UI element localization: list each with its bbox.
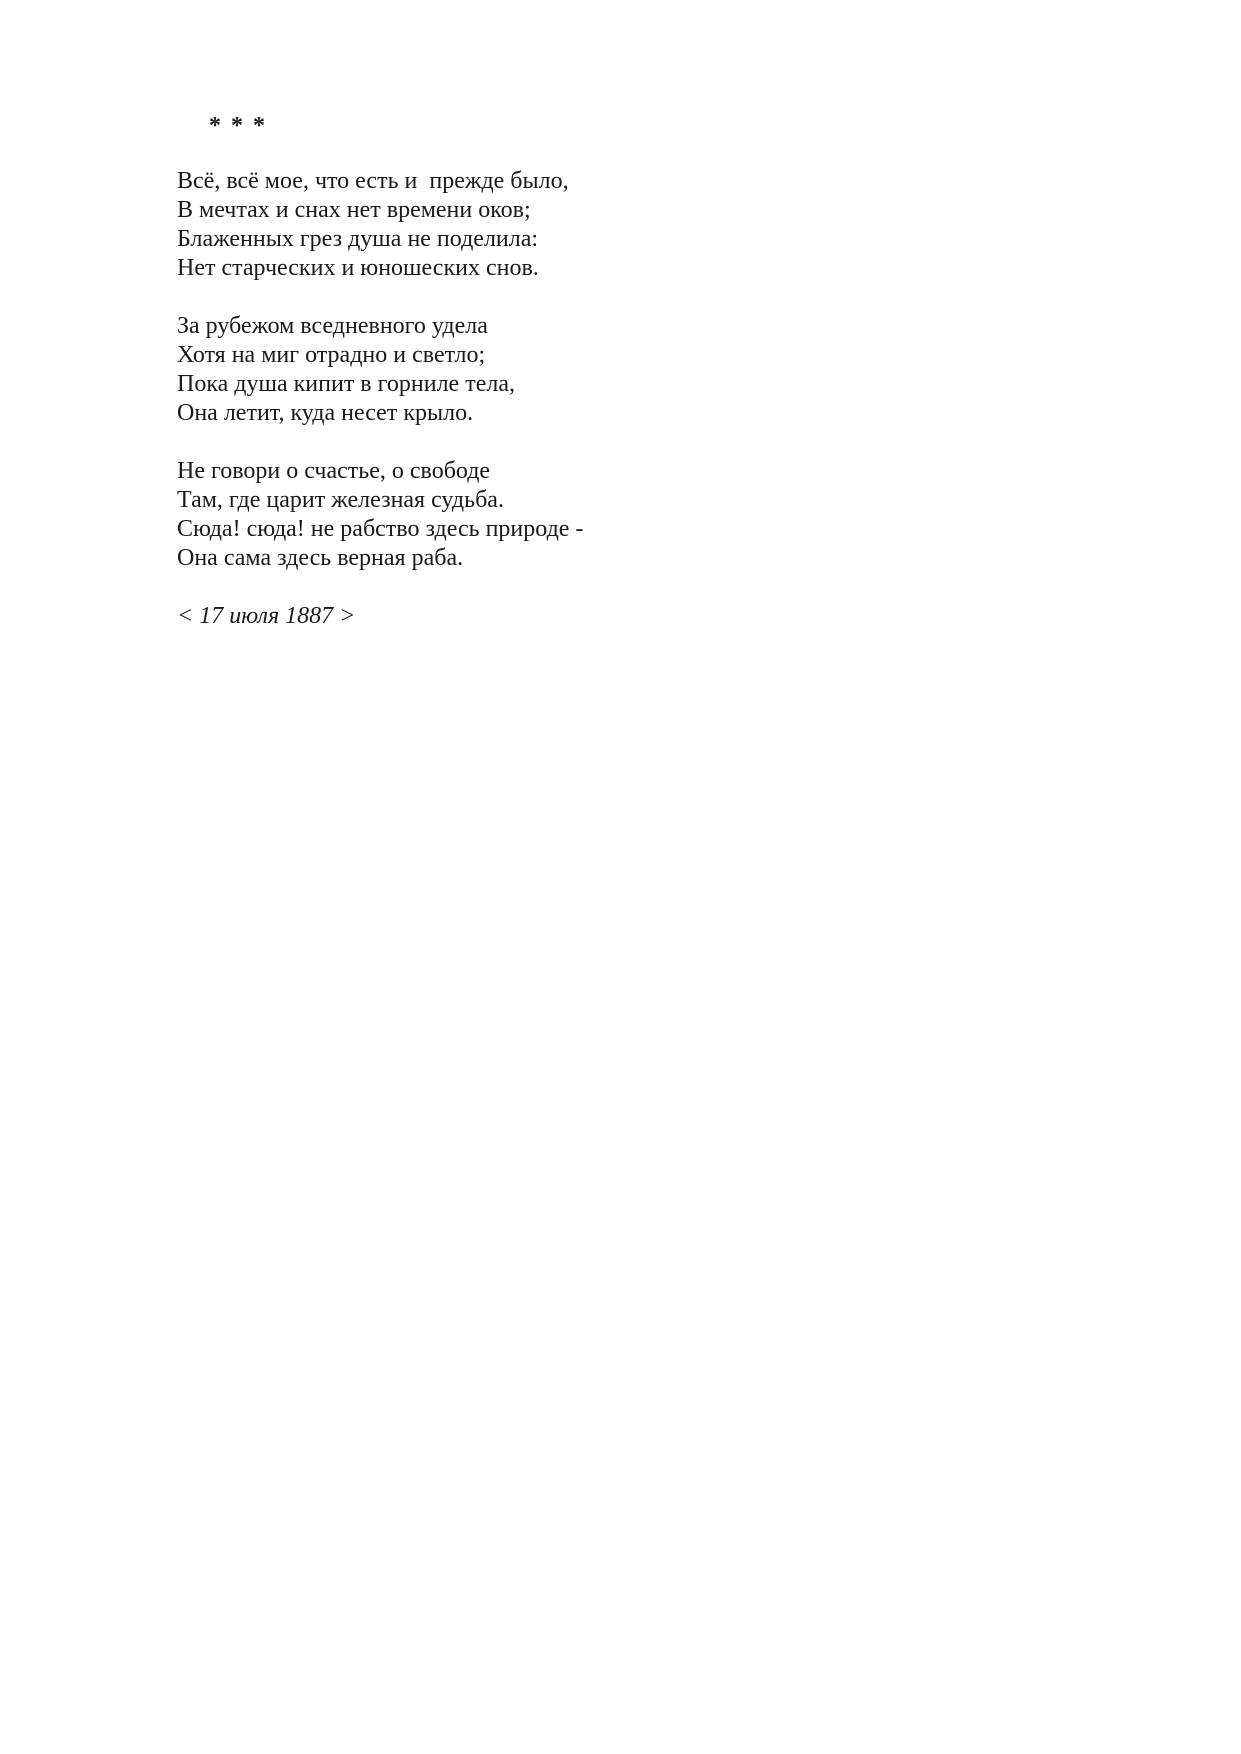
poem-line: За рубежом вседневного удела	[177, 313, 488, 339]
poem-line: Нет старческих и юношеских снов.	[177, 255, 539, 281]
stanza-3	[177, 457, 877, 573]
poem-line: Сюда! сюда! не рабство здесь природе -	[177, 516, 584, 542]
stanza-1	[177, 167, 877, 283]
poem-heading: * * *	[209, 113, 267, 139]
poem-line: Она летит, куда несет крыло.	[177, 400, 474, 426]
stanza-2	[177, 312, 877, 428]
poem-line: Не говори о счастье, о свободе	[177, 458, 491, 484]
poem	[177, 112, 877, 631]
poem-date: < 17 июля 1887 >	[177, 603, 356, 629]
poem-line: Пока душа кипит в горниле тела,	[177, 371, 515, 397]
poem-line: Она сама здесь верная раба.	[177, 545, 464, 571]
poem-line: Блаженных грез душа не поделила:	[177, 226, 539, 252]
poem-line: Там, где царит железная судьба.	[177, 487, 504, 513]
poem-line: Хотя на миг отрадно и светло;	[177, 342, 486, 368]
poem-line: Всё, всё мое, что есть и прежде было,	[177, 168, 569, 194]
poem-line: В мечтах и снах нет времени оков;	[177, 197, 531, 223]
